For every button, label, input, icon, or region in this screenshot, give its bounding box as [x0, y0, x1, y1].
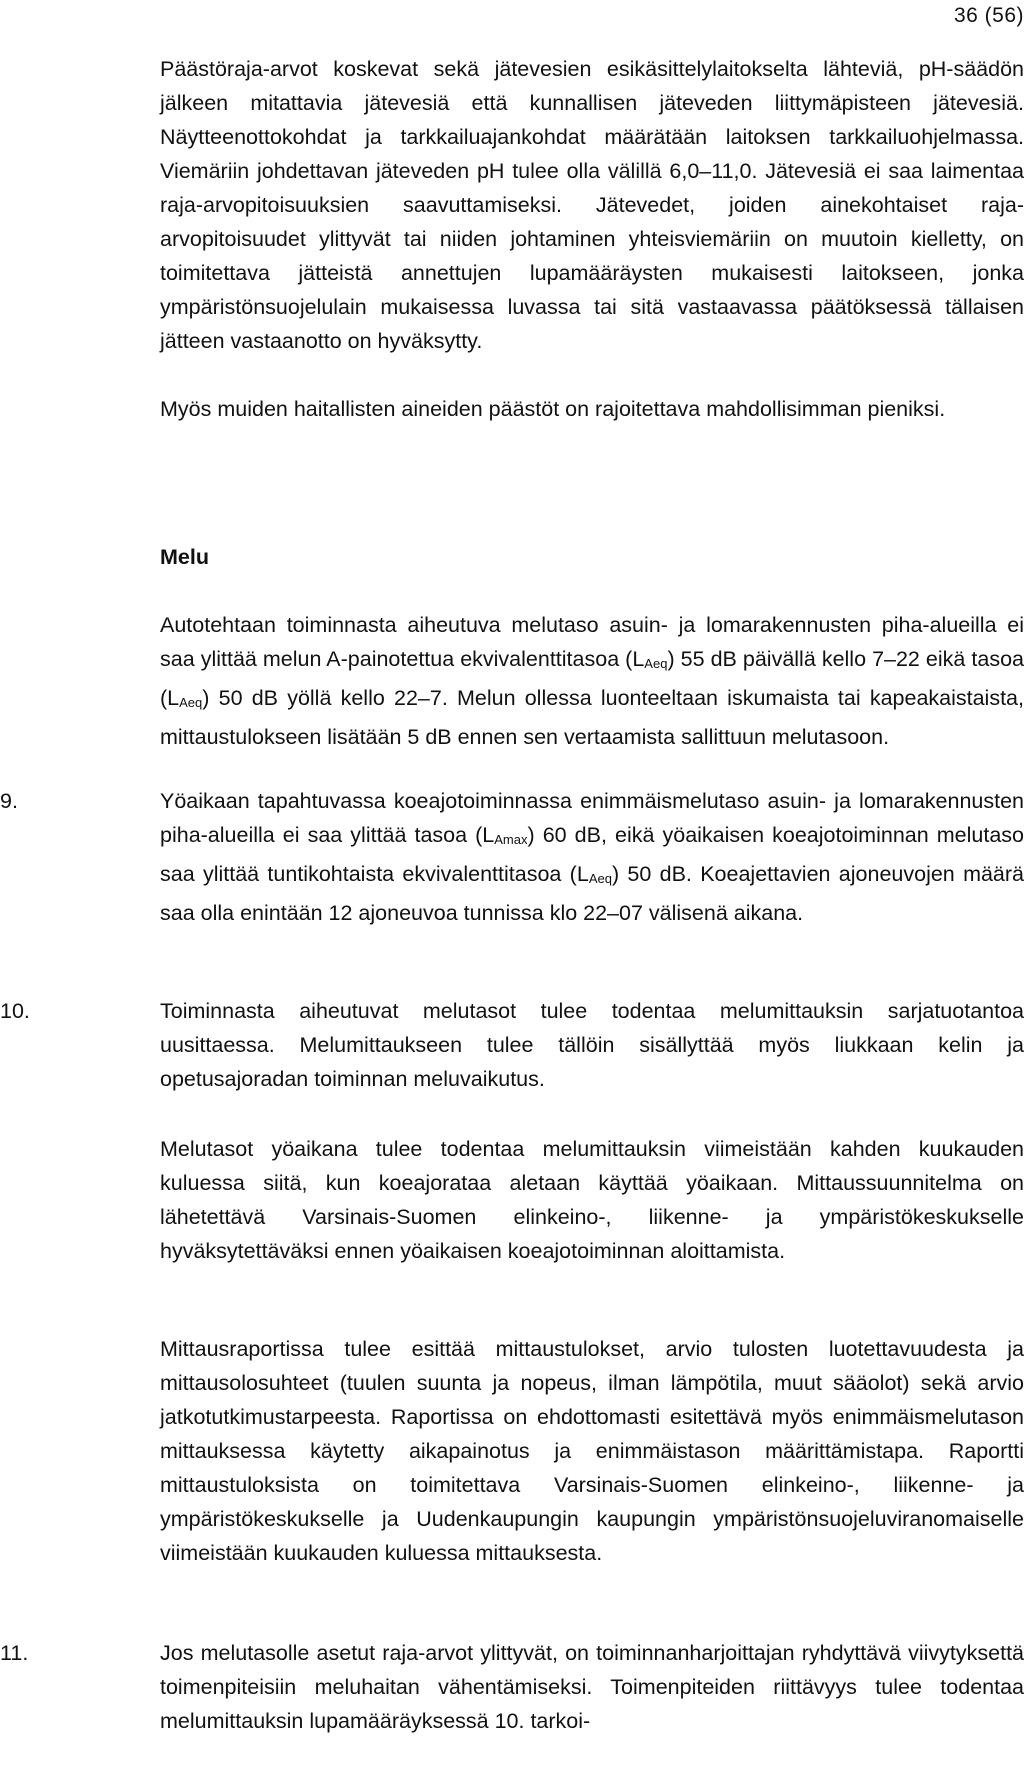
- item-9-text: Yöaikaan tapahtuvassa koeajotoiminnassa enimmäismelutaso asuin- ja lomarakennusten piha-alueilla ei saa ylittää tasoa (LAmax) 60 dB, eikä yöaikaisen koeajotoiminnan melutaso saa ylittää tuntikohtaista ekvivalenttitasoa (LAeq) 50 dB. Koeajettavien ajoneuvojen määrä saa olla enintään 12 ajoneuvoa tunnissa klo 22–07 välisenä aikana.: [160, 789, 1024, 925]
- item-number-9: 9.: [0, 789, 18, 813]
- item-number-10: 10.: [0, 999, 30, 1023]
- item-11-text: Jos melutasolle asetut raja-arvot ylittyvät, on toiminnanharjoittajan ryhdyttävä viivytyksettä toimenpiteisiin meluhaitan vähentämiseksi. Toimenpiteiden riittävyys tulee todentaa melumittauksin lupamääräyksessä 10. tarkoi-: [160, 1641, 1024, 1733]
- paragraph-noise-limits: Autotehtaan toiminnasta aiheutuva melutaso asuin- ja lomarakennusten piha-alueilla ei saa ylittää melun A-painotettua ekvivalenttitasoa (LAeq) 55 dB päivällä kello 7–22 eikä tasoa (LAeq) 50 dB yöllä kello 22–7. Melun ollessa luonteeltaan iskumaista tai kapeakaistaista, mittaustulokseen lisätään 5 dB ennen sen vertaamista sallittuun melutasoon.: [160, 613, 1024, 749]
- paragraph-harmful-substances: Myös muiden haitallisten aineiden päästöt on rajoitettava mahdollisimman pieniksi.: [160, 397, 946, 421]
- item-number-11: 11.: [0, 1641, 29, 1665]
- section-heading-melu: Melu: [160, 545, 209, 569]
- item-10-paragraph-1: Toiminnasta aiheutuvat melutasot tulee todentaa melumittauksin sarjatuotantoa uusittaessa. Melumittaukseen tulee tällöin sisällyttää myös liukkaan kelin ja opetusajoradan toiminnan meluvaikutus.: [160, 999, 1024, 1091]
- page-number: 36 (56): [953, 4, 1024, 27]
- item-10-paragraph-3: Mittausraportissa tulee esittää mittaustulokset, arvio tulosten luotettavuudesta ja mittausolosuhteet (tuulen suunta ja nopeus, ilman lämpötila, muut sääolot) sekä arvio jatkotutkimustarpeesta. Raportissa on ehdottomasti esitettävä myös enimmäismelutason mittauksessa käytetty aikapainotus ja enimmäistason määrittämistapa. Raportti mittaustuloksista on toimitettava Varsinais-Suomen elinkeino-, liikenne- ja ympäristökeskukselle ja Uudenkaupungin kaupungin ympäristönsuojeluviranomaiselle viimeistään kuukauden kuluessa mittauksesta.: [160, 1337, 1024, 1565]
- paragraph-emission-limits: Päästöraja-arvot koskevat sekä jätevesien esikäsittelylaitokselta lähteviä, pH-säädön jälkeen mitattavia jätevesiä että kunnallisen jäteveden liittymäpisteen jätevesiä. Näytteenottokohdat ja tarkkailuajankohdat määrätään laitoksen tarkkailuohjelmassa. Viemäriin johdettavan jäteveden pH tulee olla välillä 6,0–11,0. Jätevesiä ei saa laimentaa raja-arvopitoisuuksien saavuttamiseksi. Jätevedet, joiden ainekohtaiset raja-arvopitoisuudet ylittyvät tai niiden johtaminen yhteisviemäriin on muutoin kielletty, on toimitettava jätteistä annettujen lupamääräysten mukaisesti laitokseen, jonka ympäristönsuojelulain mukaisessa luvassa tai sitä vastaavassa päätöksessä tällaisen jätteen vastaanotto on hyväksytty.: [160, 57, 1024, 353]
- item-10-paragraph-2: Melutasot yöaikana tulee todentaa melumittauksin viimeistään kahden kuukauden kuluessa siitä, kun koeajorataa aletaan käyttää yöaikaan. Mittaussuunnitelma on lähetettävä Varsinais-Suomen elinkeino-, liikenne- ja ympäristökeskukselle hyväksytettäväksi ennen yöaikaisen koeajotoiminnan aloittamista.: [160, 1137, 1024, 1263]
